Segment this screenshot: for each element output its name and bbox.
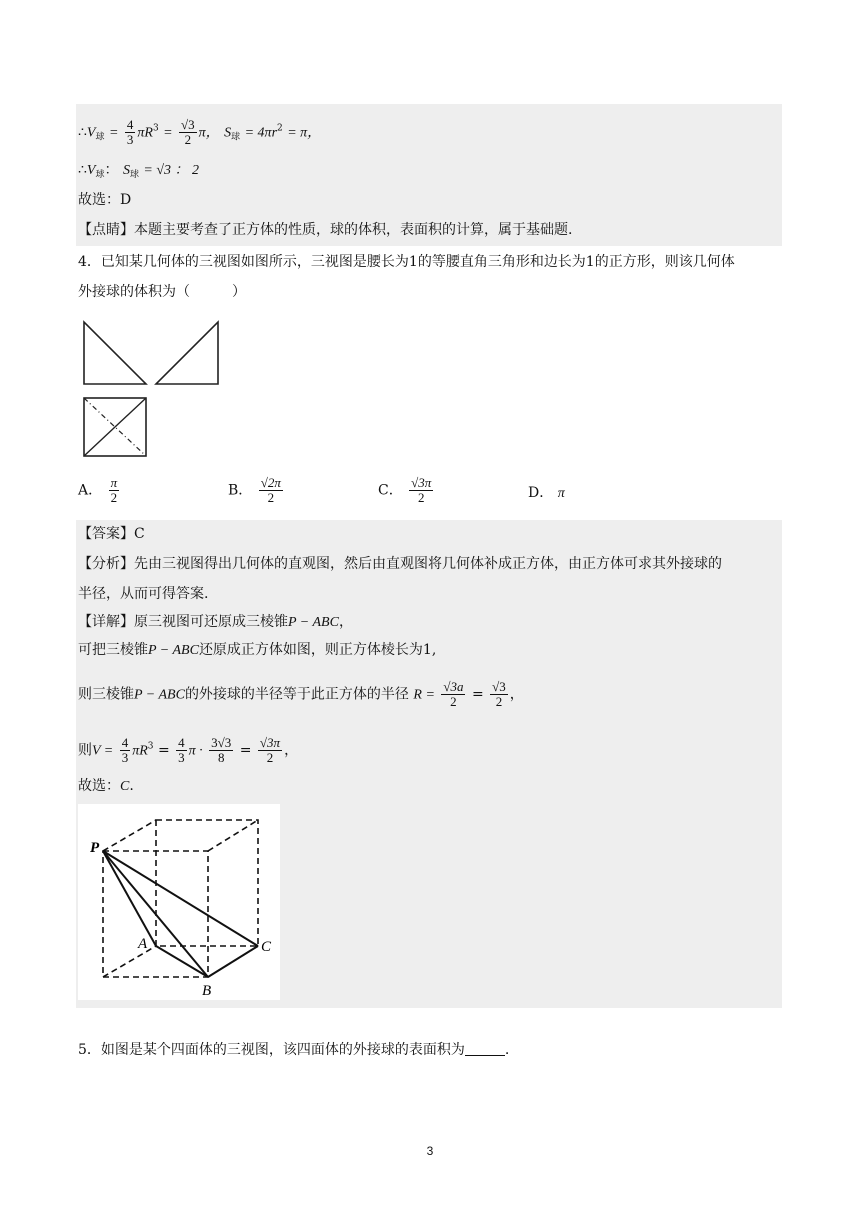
label-p: P bbox=[90, 840, 100, 856]
edge-pb bbox=[103, 851, 208, 977]
answer-blank[interactable] bbox=[465, 1041, 505, 1056]
cube-edge bbox=[103, 820, 156, 851]
answer-line: 【答案】C bbox=[78, 526, 145, 542]
analysis-line1: 【分析】先由三视图得出几何体的直观图，然后由直观图将几何体补成正方体，由正方体可求其外接球的 bbox=[78, 556, 722, 572]
volume-line: $\therefore V_球$ = $\frac{4}{3}$ $\pi R^3$ = $\frac{√3}{2}$ π， $S_球 = 4\pi r^2 = \pi$， bbox=[78, 117, 322, 147]
edge-bc bbox=[208, 946, 258, 977]
label-c: C bbox=[261, 939, 272, 955]
page-number: 3 bbox=[426, 1144, 434, 1158]
question4-line1: 4．已知某几何体的三视图如图所示，三视图是腰长为1的等腰直角三角形和边长为1的正方形，则该几何体 bbox=[78, 254, 735, 270]
detail-line4: 则V = $\frac{4}{3}$ $\pi R^3$ = $\frac{4}{3}$ π · $\frac{3√3}{8}$ = $\frac{√3\pi}{2}$ ， bbox=[78, 735, 299, 765]
three-view-figure bbox=[80, 320, 224, 460]
cube-back-face bbox=[156, 820, 258, 946]
detail-line3: 则三棱锥P − ABC的外接球的半径等于此正方体的半径 R = $\frac{√3a}{2}$ = $\frac{√3}{2}$ ， bbox=[78, 679, 524, 709]
edge-pa bbox=[103, 851, 156, 946]
question4-line2: 外接球的体积为（ ） bbox=[78, 284, 246, 300]
solution3-comment: 【点睛】本题主要考查了正方体的性质，球的体积，表面积的计算，属于基础题. bbox=[78, 222, 573, 238]
detail-line1: 【详解】原三视图可还原成三棱锥P − ABC， bbox=[78, 614, 353, 630]
edge-ab bbox=[156, 946, 208, 977]
option-a: A． $\frac{\pi}{2}$ bbox=[78, 475, 118, 505]
cube-figure bbox=[78, 804, 280, 1000]
side-view-triangle bbox=[156, 322, 218, 384]
edge-pc bbox=[103, 851, 258, 946]
ratio-line: $\therefore V_球$： $S_球 = √3$ ： 2 bbox=[78, 162, 200, 180]
detail-choice: 故选：C. bbox=[78, 778, 134, 794]
option-c: C． $\frac{√3\pi}{2}$ bbox=[378, 475, 432, 505]
label-b: B bbox=[202, 983, 212, 999]
option-b: B． $\frac{√2\pi}{2}$ bbox=[228, 475, 281, 505]
solution3-choice: 故选：D bbox=[78, 192, 132, 208]
detail-line2: 可把三棱锥P − ABC还原成正方体如图，则正方体棱长为1, bbox=[78, 642, 437, 658]
front-view-triangle bbox=[84, 322, 146, 384]
cube-edge bbox=[208, 820, 258, 851]
analysis-line2: 半径，从而可得答案. bbox=[78, 586, 209, 602]
option-d: D． π bbox=[528, 485, 565, 501]
question5-text: 5．如图是某个四面体的三视图，该四面体的外接球的表面积为 . bbox=[78, 1042, 510, 1058]
cube-edge bbox=[103, 946, 156, 977]
label-a: A bbox=[138, 936, 148, 952]
